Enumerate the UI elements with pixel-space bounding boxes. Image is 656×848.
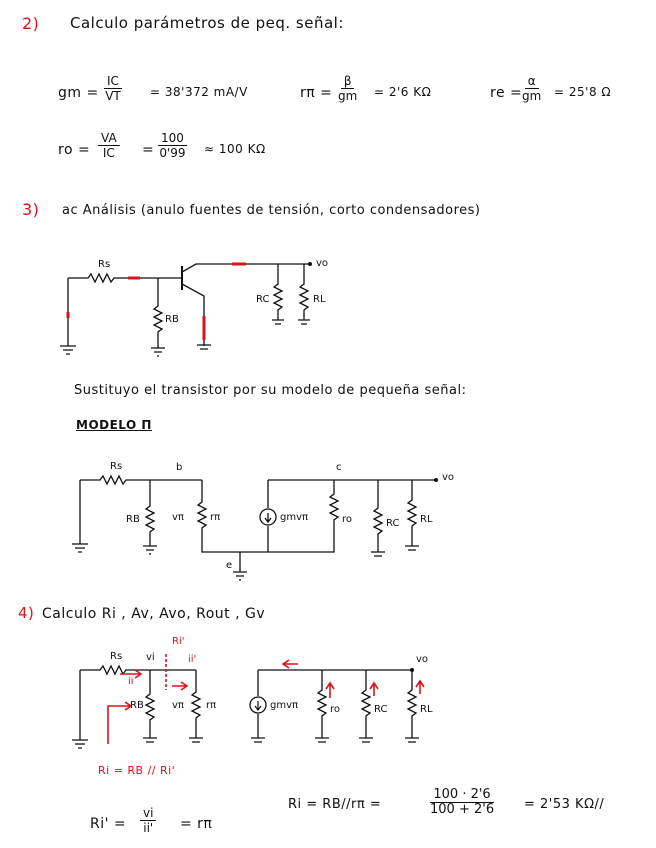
ri1-label: Ri' = bbox=[90, 816, 127, 832]
gm-result: = 38'372 mA/V bbox=[150, 85, 248, 99]
c3-ii1-arrow bbox=[172, 682, 187, 690]
c3-rc-label: RC bbox=[374, 704, 388, 715]
c1-rb-label: RB bbox=[165, 314, 179, 325]
section-2-title: Calculo parámetros de peq. señal: bbox=[70, 14, 344, 32]
c3-ground-left bbox=[72, 740, 88, 748]
c3-rpi-resistor bbox=[192, 670, 200, 738]
c1-rl-label: RL bbox=[313, 294, 326, 305]
c3-rpi-label: rπ bbox=[206, 700, 217, 711]
c3-ii-label: ii bbox=[128, 676, 134, 687]
c3-gm-label: gmvπ bbox=[270, 700, 299, 711]
ro-result: ≈ 100 KΩ bbox=[204, 142, 266, 156]
gm-label: gm = bbox=[58, 85, 99, 101]
section-4-number: 4) bbox=[18, 604, 35, 622]
c2-e-label: e bbox=[226, 560, 233, 571]
c2-gm-label: gmvπ bbox=[280, 512, 309, 523]
ro-numerator-2: 100 bbox=[158, 131, 187, 146]
ro-denominator-1: IC bbox=[102, 146, 115, 160]
c3-vo-label: vo bbox=[416, 654, 429, 665]
ro-denominator-2: 0'99 bbox=[159, 146, 186, 160]
c3-ground-rpi bbox=[189, 738, 203, 742]
c3-ground-rl bbox=[405, 738, 419, 742]
c1-rs-label: Rs bbox=[98, 259, 111, 270]
c3-rc-arrow bbox=[370, 683, 378, 696]
c3-rb-label: RB bbox=[130, 700, 144, 711]
rpi-result: = 2'6 KΩ bbox=[374, 85, 432, 99]
substitute-text: Sustituyo el transistor por su modelo de pequeña señal: bbox=[74, 383, 467, 398]
gm-denominator: VT bbox=[105, 89, 121, 103]
re-numerator: α bbox=[525, 74, 539, 89]
re-result: = 25'8 Ω bbox=[554, 85, 612, 99]
ro-equals: = bbox=[142, 142, 155, 158]
c2-rc-label: RC bbox=[386, 518, 400, 529]
c3-ri-arrow bbox=[108, 702, 131, 744]
section-3-number: 3) bbox=[22, 200, 40, 219]
c3-ground-rc bbox=[359, 738, 373, 742]
c3-ground-rb bbox=[143, 738, 157, 742]
c1-vo-label: vo bbox=[316, 258, 329, 269]
c2-c-label: c bbox=[336, 462, 342, 473]
c3-ro-arrow bbox=[326, 683, 334, 698]
c3-rl-arrow bbox=[416, 681, 424, 694]
c3-ii1-label: ii' bbox=[188, 654, 197, 665]
gm-numerator: IC bbox=[104, 74, 122, 89]
re-denominator: gm bbox=[522, 89, 542, 103]
c2-b-label: b bbox=[176, 462, 183, 473]
section-4-title: Calculo Ri , Av, Avo, Rout , Gv bbox=[42, 606, 266, 622]
ri-fraction bbox=[430, 788, 494, 817]
c3-ri1-label: Ri' bbox=[172, 636, 185, 647]
c2-rb-label: RB bbox=[126, 514, 140, 525]
ri1-fraction bbox=[140, 806, 156, 835]
c3-vo-node bbox=[410, 668, 414, 672]
c3-ground-source bbox=[251, 738, 265, 742]
ro-numerator-1: VA bbox=[98, 131, 120, 146]
ro-label: ro = bbox=[58, 142, 91, 158]
c2-rl-label: RL bbox=[420, 514, 433, 525]
c1-rc-label: RC bbox=[256, 294, 270, 305]
c2-rs-label: Rs bbox=[110, 461, 123, 472]
c3-vi-label: vi bbox=[146, 652, 155, 663]
ri-result: = 2'53 KΩ// bbox=[524, 797, 605, 812]
c2-vo-label: vo bbox=[442, 472, 455, 483]
ri-numerator: 100 · 2'6 bbox=[430, 788, 493, 803]
c3-ro-label: ro bbox=[330, 704, 341, 715]
c3-ground-ro bbox=[315, 738, 329, 742]
model-title: MODELO Π bbox=[76, 418, 152, 432]
c3-vpi-label: vπ bbox=[172, 700, 184, 711]
rpi-label: rπ = bbox=[300, 85, 333, 101]
section-2-number: 2) bbox=[22, 14, 40, 33]
c2-ro-label: ro bbox=[342, 514, 353, 525]
ri-note: Ri = RB // Ri' bbox=[98, 764, 176, 777]
ri1-result: = rπ bbox=[180, 816, 213, 832]
c3-ro-resistor bbox=[318, 670, 326, 738]
c3-rc-resistor bbox=[362, 670, 370, 738]
rpi-numerator: β bbox=[341, 74, 355, 89]
c3-rs-label: Rs bbox=[110, 651, 123, 662]
rpi-denominator: gm bbox=[338, 89, 358, 103]
c2-rpi-label: rπ bbox=[210, 512, 221, 523]
c3-current-arrow bbox=[283, 660, 298, 668]
ri-denominator: 100 + 2'6 bbox=[430, 802, 495, 817]
re-label: re = bbox=[490, 85, 523, 101]
c3-rl-resistor bbox=[408, 670, 416, 738]
ri1-denominator: ii' bbox=[143, 821, 154, 835]
c3-source-arrow bbox=[255, 701, 261, 710]
ri-label: Ri = RB//rπ = bbox=[288, 797, 382, 812]
c2-vpi-label: vπ bbox=[172, 512, 184, 523]
section-3-title: ac Análisis (anulo fuentes de tensión, corto condensadores) bbox=[62, 203, 481, 218]
c3-rb-resistor bbox=[146, 670, 154, 738]
c3-rl-label: RL bbox=[420, 704, 433, 715]
ri1-numerator: vi bbox=[140, 806, 156, 821]
